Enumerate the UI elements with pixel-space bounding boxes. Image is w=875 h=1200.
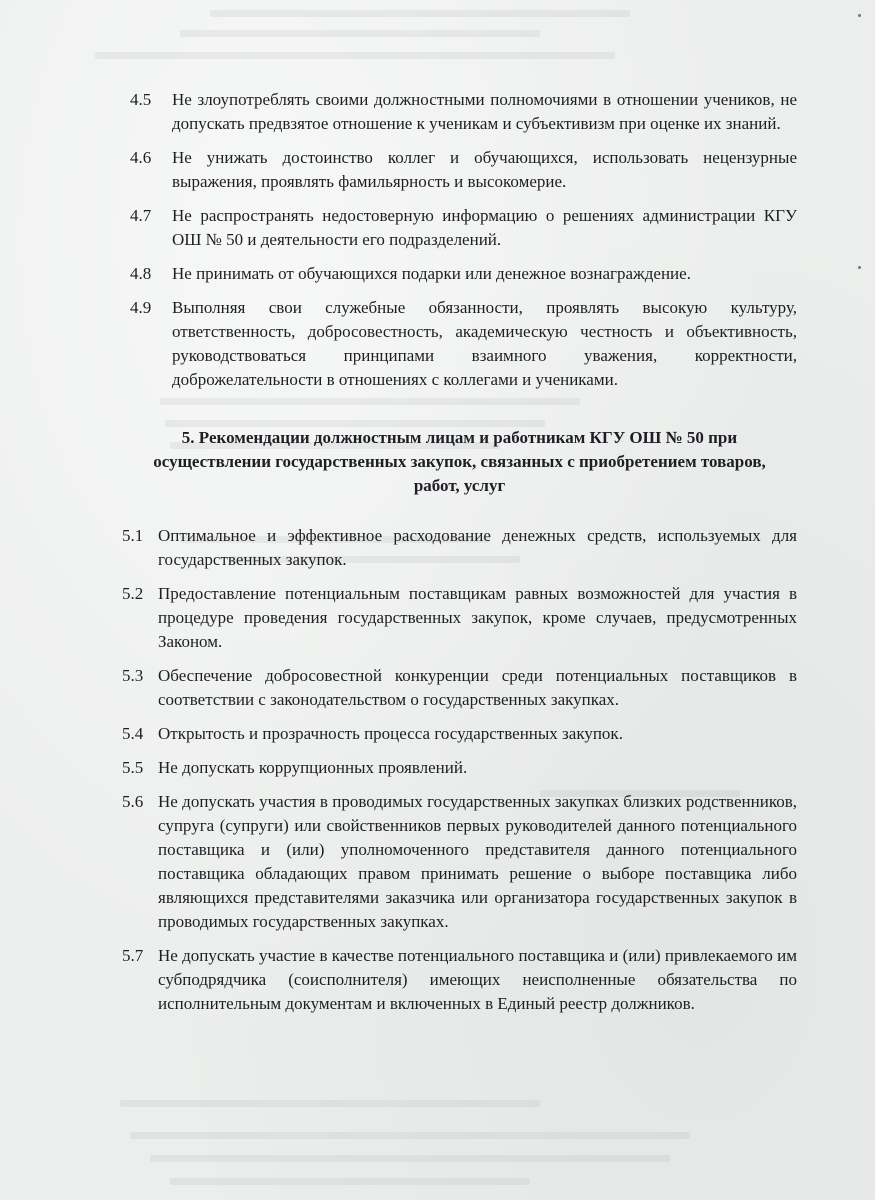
bleed-through-line [210,10,630,17]
item-number: 4.8 [130,264,152,283]
list-item [122,756,797,780]
item-text: Не злоупотреблять своими должностными полномочиями в отношении учеников, не допускать предвзятое отношение к ученикам и субъективизм при оценке их знаний. [172,90,797,133]
list-item [122,88,797,136]
scan-speck [858,266,861,269]
bleed-through-line [180,30,540,37]
bleed-through-line [130,1132,690,1139]
list-item [122,262,797,286]
item-number: 5.3 [122,666,144,685]
list-item [122,146,797,194]
item-number: 5.2 [122,584,144,603]
item-text: Обеспечение добросовестной конкуренции среди потенциальных поставщиков в соответствии с законодательством о государственных закупках. [158,666,797,709]
item-number: 4.6 [130,148,152,167]
item-number: 5.6 [122,792,144,811]
section-5-list [122,524,797,1016]
item-text: Не унижать достоинство коллег и обучающихся, использовать нецензурные выражения, проявлять фамильярность и высокомерие. [172,148,797,191]
item-text: Предоставление потенциальным поставщикам равных возможностей для участия в процедуре проведения государственных закупок, кроме случаев, предусмотренных Законом. [158,584,797,651]
item-text: Не допускать участия в проводимых государственных закупках близких родственников, супруга (супруги) или свойственников первых руководителей данного потенциального поставщика и (или) уполномоченного представителя данного потенциального поставщика обладающих правом принимать решение о выборе поставщика либо являющихся представителями заказчика или организатора государственных закупок в проводимых государственных закупках. [158,792,797,931]
item-text: Не принимать от обучающихся подарки или денежное вознаграждение. [172,264,691,283]
item-text: Не допускать участие в качестве потенциального поставщика и (или) привлекаемого им субподрядчика (соисполнителя) имеющих неисполненные обязательства по исполнительным документам и включенных в Единый реестр должников. [158,946,797,1013]
list-item [122,582,797,654]
list-item [122,524,797,572]
item-number: 5.7 [122,946,144,965]
list-item [122,296,797,392]
item-number: 5.4 [122,724,144,743]
bleed-through-line [95,52,615,59]
section-4-list [122,88,797,392]
scan-speck [858,14,861,17]
list-item [122,204,797,252]
list-item [122,944,797,1016]
list-item [122,664,797,712]
list-item [122,722,797,746]
item-text: Выполняя свои служебные обязанности, проявлять высокую культуру, ответственность, добросовестность, академическую честность и объективность, руководствоваться принципами взаимного уважения, корректности, доброжелательности в отношениях с коллегами и учениками. [172,298,797,389]
item-text: Открытость и прозрачность процесса государственных закупок. [158,724,623,743]
item-number: 5.1 [122,526,144,545]
item-number: 4.9 [130,298,152,317]
item-text: Не распространять недостоверную информацию о решениях администрации КГУ ОШ № 50 и деятельности его подразделений. [172,206,797,249]
bleed-through-line [170,1178,530,1185]
item-text: Оптимальное и эффективное расходование денежных средств, используемых для государственных закупок. [158,526,797,569]
bleed-through-line [120,1100,540,1107]
item-number: 4.7 [130,206,152,225]
section-5-heading: 5. Рекомендации должностным лицам и работникам КГУ ОШ № 50 при осуществлении государственных закупок, связанных с приобретением товаров, работ, услуг [153,428,766,495]
item-text: Не допускать коррупционных проявлений. [158,758,468,777]
item-number: 5.5 [122,758,144,777]
item-number: 4.5 [130,90,152,109]
bleed-through-line [150,1155,670,1162]
list-item [122,790,797,934]
